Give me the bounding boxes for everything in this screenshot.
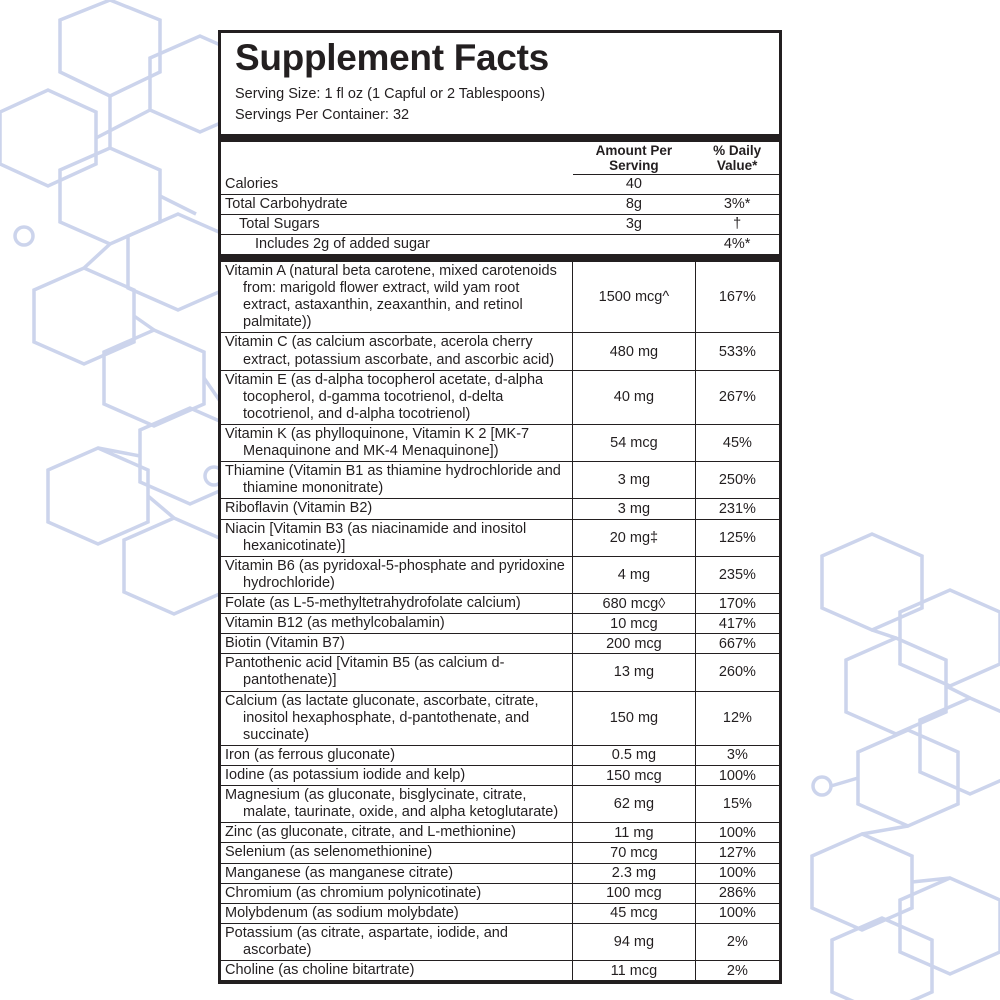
nutrient-daily-value: 533% <box>695 333 779 370</box>
nutrient-daily-value: 3%* <box>695 194 779 214</box>
header-dv-line1: % Daily <box>713 142 762 158</box>
nutrient-name-text: Chromium (as chromium polynicotinate) <box>225 884 482 901</box>
nutrient-daily-value <box>695 175 779 195</box>
nutrient-name <box>221 425 573 462</box>
table-row <box>221 214 779 234</box>
nutrient-name <box>221 614 573 634</box>
nutrient-amount: 3 mg <box>573 462 696 499</box>
table-row <box>221 863 779 883</box>
table-row <box>221 519 779 556</box>
nutrient-name <box>221 333 573 370</box>
nutrient-amount: 13 mg <box>573 654 696 691</box>
nutrient-amount: 8g <box>573 194 696 214</box>
nutrient-name <box>221 556 573 593</box>
nutrient-name <box>221 961 573 981</box>
nutrient-amount: 11 mcg <box>573 961 696 981</box>
table-row <box>221 234 779 254</box>
nutrient-name <box>221 765 573 785</box>
table-row <box>221 634 779 654</box>
table-row <box>221 175 779 195</box>
nutrient-name-text: Biotin (Vitamin B7) <box>225 635 345 652</box>
table-row <box>221 462 779 499</box>
nutrient-daily-value: 286% <box>695 883 779 903</box>
nutrient-amount: 40 <box>573 175 696 195</box>
nutrient-daily-value: 2% <box>695 923 779 960</box>
table-row <box>221 843 779 863</box>
nutrient-daily-value: 167% <box>695 262 779 333</box>
table-row <box>221 614 779 634</box>
nutrient-amount: 150 mcg <box>573 765 696 785</box>
nutrient-name <box>221 823 573 843</box>
table-row <box>221 594 779 614</box>
nutrient-daily-value: 127% <box>695 843 779 863</box>
servings-per-container-text: Servings Per Container: 32 <box>235 106 410 123</box>
header-daily-value <box>695 142 779 175</box>
nutrient-name-text: Potassium (as citrate, aspartate, iodide, and ascorbate) <box>225 924 508 958</box>
column-header-row <box>221 142 779 175</box>
table-row <box>221 262 779 333</box>
table-row <box>221 691 779 745</box>
nutrient-daily-value: 260% <box>695 654 779 691</box>
table-row <box>221 786 779 823</box>
table-row <box>221 556 779 593</box>
nutrient-name <box>221 370 573 424</box>
header-spacer <box>221 142 573 175</box>
nutrient-name-text: Selenium (as selenomethionine) <box>225 844 433 861</box>
nutrient-amount <box>573 234 696 254</box>
vitamin-mineral-table <box>221 262 779 981</box>
nutrient-name <box>221 594 573 614</box>
nutrient-amount: 10 mcg <box>573 614 696 634</box>
nutrient-name <box>221 745 573 765</box>
section-divider <box>221 255 779 262</box>
nutrient-daily-value: 100% <box>695 823 779 843</box>
nutrient-name: Includes 2g of added sugar <box>221 234 573 254</box>
nutrient-name-text: Folate (as L-5-methyltetrahydrofolate calcium) <box>225 595 521 611</box>
table-row <box>221 745 779 765</box>
nutrient-amount: 2.3 mg <box>573 863 696 883</box>
nutrient-name-text: Vitamin B6 (as pyridoxal-5-phosphate and pyridoxine hydrochloride) <box>225 557 565 591</box>
nutrient-amount: 480 mg <box>573 333 696 370</box>
nutrient-amount: 200 mcg <box>573 634 696 654</box>
nutrient-name <box>221 903 573 923</box>
nutrient-name-text: Iron (as ferrous gluconate) <box>225 746 396 763</box>
supplement-facts-panel <box>218 30 782 984</box>
nutrient-name-text: Zinc (as gluconate, citrate, and L-methionine) <box>225 824 516 841</box>
table-row <box>221 499 779 519</box>
table-row <box>221 425 779 462</box>
basic-nutrition-table <box>221 142 779 255</box>
nutrient-amount: 680 mcg◊ <box>573 594 696 614</box>
nutrient-name-text: Manganese (as manganese citrate) <box>225 864 454 881</box>
serving-size-text: Serving Size: 1 fl oz (1 Capful or 2 Tablespoons) <box>235 85 546 102</box>
table-row <box>221 923 779 960</box>
nutrient-amount: 40 mg <box>573 370 696 424</box>
nutrient-name-text: Vitamin C (as calcium ascorbate, acerola cherry extract, potassium ascorbate, and ascorbic acid) <box>225 334 555 368</box>
nutrient-name <box>221 262 573 333</box>
nutrient-name-text: Thiamine (Vitamin B1 as thiamine hydrochloride and thiamine mononitrate) <box>225 463 561 497</box>
nutrient-daily-value: † <box>695 214 779 234</box>
table-row <box>221 883 779 903</box>
table-row <box>221 961 779 981</box>
nutrient-name <box>221 923 573 960</box>
nutrient-daily-value: 12% <box>695 691 779 745</box>
nutrient-daily-value: 15% <box>695 786 779 823</box>
nutrient-name <box>221 634 573 654</box>
nutrient-name-text: Pantothenic acid [Vitamin B5 (as calcium d-pantothenate)] <box>225 655 505 689</box>
nutrient-name-text: Magnesium (as gluconate, bisglycinate, citrate, malate, taurinate, oxide, and alpha ketoglutarate) <box>225 787 559 821</box>
nutrient-name <box>221 883 573 903</box>
panel-header <box>221 33 779 142</box>
nutrient-name-text: Vitamin K (as phylloquinone, Vitamin K 2 [MK-7 Menaquinone and MK-4 Menaquinone]) <box>225 426 530 460</box>
nutrient-daily-value: 125% <box>695 519 779 556</box>
nutrient-name: Total Carbohydrate <box>221 194 573 214</box>
nutrient-name <box>221 519 573 556</box>
nutrient-amount: 70 mcg <box>573 843 696 863</box>
nutrient-name-text: Vitamin B12 (as methylcobalamin) <box>225 615 445 632</box>
table-row <box>221 823 779 843</box>
nutrient-amount: 11 mg <box>573 823 696 843</box>
nutrient-name <box>221 499 573 519</box>
table-row <box>221 654 779 691</box>
header-dv-line2: Value* <box>716 157 758 173</box>
nutrient-name-text: Niacin [Vitamin B3 (as niacinamide and inositol hexanicotinate)] <box>225 520 527 554</box>
nutrient-amount: 20 mg‡ <box>573 519 696 556</box>
nutrient-name-text: Vitamin E (as d-alpha tocopherol acetate, d-alpha tocopherol, d-gamma tocotrienol, d-delta tocotrienol, and d-alpha tocotrienol) <box>225 371 544 422</box>
nutrient-name <box>221 843 573 863</box>
table-row <box>221 194 779 214</box>
header-amount-line2: Serving <box>609 157 659 173</box>
nutrient-name <box>221 654 573 691</box>
nutrient-amount: 150 mg <box>573 691 696 745</box>
table-row <box>221 333 779 370</box>
nutrient-daily-value: 267% <box>695 370 779 424</box>
nutrient-daily-value: 100% <box>695 765 779 785</box>
nutrient-daily-value: 417% <box>695 614 779 634</box>
nutrient-name <box>221 462 573 499</box>
nutrient-amount: 94 mg <box>573 923 696 960</box>
nutrient-amount: 45 mcg <box>573 903 696 923</box>
nutrient-name: Calories <box>221 175 573 195</box>
nutrient-daily-value: 4%* <box>695 234 779 254</box>
nutrient-amount: 0.5 mg <box>573 745 696 765</box>
header-amount-line1: Amount Per <box>595 142 673 158</box>
nutrient-name-text: Vitamin A (natural beta carotene, mixed carotenoids from: marigold flower extract, wild yam root extract, astaxanthin, zeaxanthin, and retinol palmitate)) <box>225 263 557 331</box>
nutrient-daily-value: 2% <box>695 961 779 981</box>
nutrient-amount: 1500 mcg^ <box>573 262 696 333</box>
nutrient-name-text: Iodine (as potassium iodide and kelp) <box>225 766 466 783</box>
nutrient-name: Total Sugars <box>221 214 573 234</box>
nutrient-name-text: Choline (as choline bitartrate) <box>225 962 415 979</box>
table-row <box>221 903 779 923</box>
nutrient-name-text: Calcium (as lactate gluconate, ascorbate, citrate, inositol hexaphosphate, d-pantothenate, and succinate) <box>225 692 539 743</box>
nutrient-daily-value: 45% <box>695 425 779 462</box>
nutrient-amount: 62 mg <box>573 786 696 823</box>
nutrient-name <box>221 863 573 883</box>
nutrient-daily-value: 3% <box>695 745 779 765</box>
nutrient-daily-value: 170% <box>695 594 779 614</box>
table-row <box>221 370 779 424</box>
nutrient-daily-value: 100% <box>695 863 779 883</box>
nutrient-daily-value: 100% <box>695 903 779 923</box>
nutrient-amount: 54 mcg <box>573 425 696 462</box>
header-amount-per-serving <box>573 142 696 175</box>
nutrient-name-text: Riboflavin (Vitamin B2) <box>225 500 373 517</box>
nutrient-daily-value: 235% <box>695 556 779 593</box>
page-title: Supplement Facts <box>235 37 549 78</box>
table-row <box>221 765 779 785</box>
nutrient-name-text: Molybdenum (as sodium molybdate) <box>225 904 459 921</box>
nutrient-name <box>221 786 573 823</box>
nutrient-amount: 3 mg <box>573 499 696 519</box>
nutrient-amount: 3g <box>573 214 696 234</box>
nutrient-amount: 100 mcg <box>573 883 696 903</box>
nutrient-daily-value: 250% <box>695 462 779 499</box>
nutrient-daily-value: 231% <box>695 499 779 519</box>
nutrient-daily-value: 667% <box>695 634 779 654</box>
nutrient-name <box>221 691 573 745</box>
nutrient-amount: 4 mg <box>573 556 696 593</box>
